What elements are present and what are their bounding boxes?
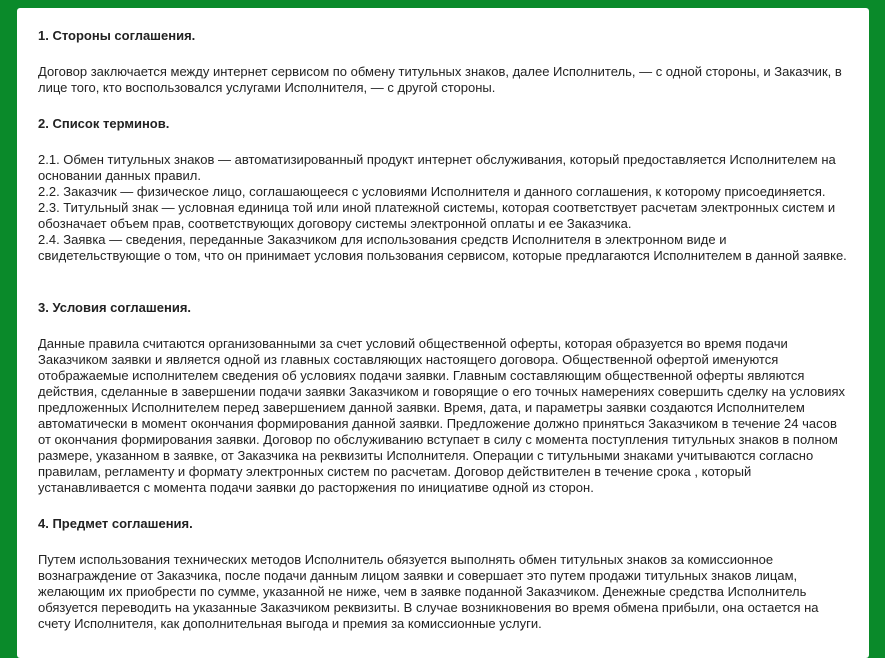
section-1-body: Договор заключается между интернет сервисом по обмену титульных знаков, далее Исполнитель, — с одной стороны, и Заказчик, в лице того, кто воспользовался услугами Исполнителя, — с другой стороны. bbox=[38, 64, 842, 95]
section-1-title: 1. Стороны соглашения. bbox=[38, 28, 196, 43]
section-2-title: 2. Список терминов. bbox=[38, 116, 170, 131]
section-3-title: 3. Условия соглашения. bbox=[38, 300, 192, 315]
section-3-body: Данные правила считаются организованными за счет условий общественной оферты, которая образуется во время подачи Заказчиком заявки и является одной из главных составляющих настоящего договора. Общественной офертой именуются отображаемые исполнителем сведения об условиях подачи заявки. Главным составляющим общественной оферты являются действия, сделанные в завершении подачи заявки Заказчиком и говорящие о его точных намерениях совершить сделку на условиях предложенных Исполнителем перед завершением данной заявки. Время, дата, и параметры заявки создаются Исполнителем автоматически в момент окончания формирования данной заявки. Предложение должно приняться Заказчиком в течение 24 часов от окончания формирования заявки. Договор по обслуживанию вступает в силу с момента поступления титульных знаков в полном размере, указанном в заявке, от Заказчика на реквизиты Исполнителя. Операции с титульными знаками учитываются согласно правилам, регламенту и формату электронных систем по расчетам. Договор действителен в течение срока , который устанавливается с момента подачи заявки до расторжения по инициативе одной из сторон. bbox=[38, 336, 845, 495]
agreement-panel bbox=[17, 8, 869, 658]
term-item: 2.3. Титульный знак — условная единица той или иной платежной системы, которая соответствует расчетам электронных систем и обозначает объем прав, соответствующих договору системы электронной оплаты и ее Заказчика. bbox=[38, 200, 836, 231]
term-item: 2.4. Заявка — сведения, переданные Заказчиком для использования средств Исполнителя в электронном виде и свидетельствующие о том, что он принимает условия пользования сервисом, которые предлагаются Исполнителем в данной заявке. bbox=[38, 232, 847, 263]
term-item: 2.2. Заказчик — физическое лицо, соглашающееся с условиями Исполнителя и данного соглашения, к которому присоединяется. bbox=[38, 184, 826, 199]
section-2-body bbox=[38, 152, 851, 264]
section-4-title: 4. Предмет соглашения. bbox=[38, 516, 193, 531]
term-item: 2.1. Обмен титульных знаков — автоматизированный продукт интернет обслуживания, который предоставляется Исполнителем на основании данных правил. bbox=[38, 152, 836, 183]
section-4-body: Путем использования технических методов Исполнитель обязуется выполнять обмен титульных знаков за комиссионное вознаграждение от Заказчика, после подачи данным лицом заявки и совершает это путем продажи титульных знаков лицам, желающим их приобрести по сумме, указанной не ниже, чем в заявке поданной Заказчиком. Денежные средства Исполнитель обязуется переводить на указанные Заказчиком реквизиты. В случае возникновения во время обмена прибыли, она остается на счету Исполнителя, как дополнительная выгода и премия за комиссионные услуги. bbox=[38, 552, 819, 631]
